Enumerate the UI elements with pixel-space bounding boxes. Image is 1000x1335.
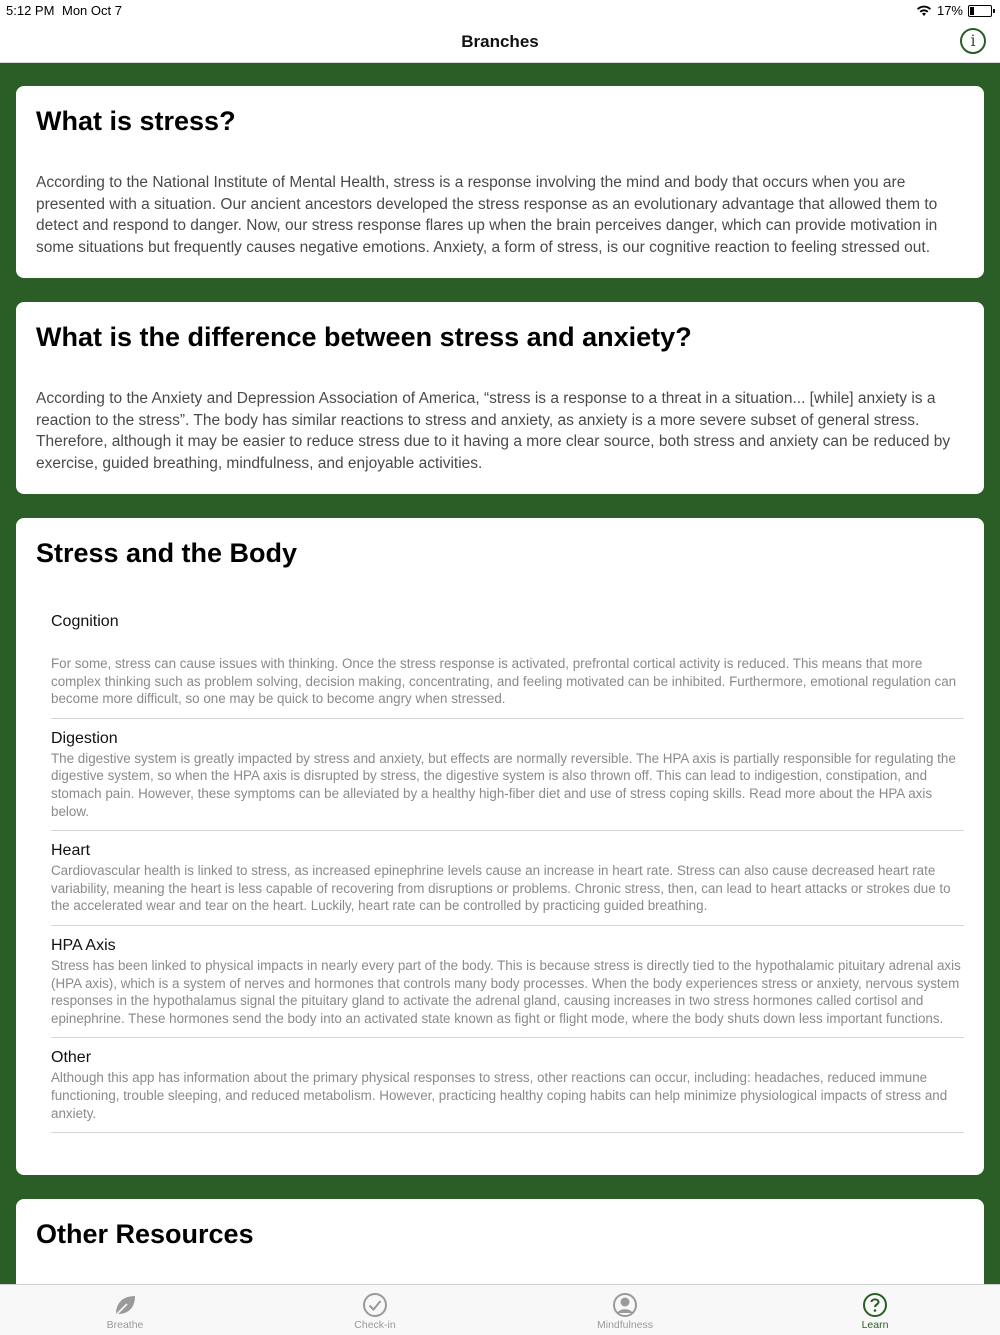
item-body: Stress has been linked to physical impacts in nearly every part of the body. This is because stress is directly tied to the hypothalamic pituitary adrenal axis (HPA axis), which is a system of nerves and hormones that controls many body processes. When the body experiences stress or anxiety, nervous system responses in the hypothalamus signal the pituitary gland to activate the adrenal gland, causing increases in two stress hormones called cortisol and epinephrine. These hormones send the body into an activated state known as fight or flight mode, where the body shuts down less important functions. <box>51 957 961 1026</box>
card-stress-and-body <box>16 518 984 1175</box>
card-title: What is stress? <box>36 106 236 136</box>
status-right <box>916 3 992 18</box>
tab-bar <box>0 1284 1000 1335</box>
item-body: The digestive system is greatly impacted by stress and anxiety, but effects are normally reversible. The HPA axis is partially responsible for regulating the digestive system, so when the HPA axis is disrupted by stress, the digestive system is also thrown off. This can lead to indigestion, constipation, and stomach pain. However, these symptoms can be alleviated by a healthy high-fiber diet and use of stress coping skills. Read more about the HPA axis below. <box>51 750 956 819</box>
item-title: HPA Axis <box>51 936 116 954</box>
item-title: Digestion <box>51 729 118 747</box>
learn-scroll-view[interactable] <box>0 63 1000 1284</box>
divider <box>51 1132 964 1133</box>
status-time: 5:12 PM <box>6 3 55 18</box>
tab-label: Check-in <box>354 1319 396 1331</box>
item-title: Other <box>51 1049 92 1067</box>
body-item-cognition[interactable] <box>36 613 964 708</box>
card-title: Stress and the Body <box>36 538 298 568</box>
card-body: According to the National Institute of Mental Health, stress is a response involving the mind and body that occurs when you are presented with a situation. Our ancient ancestors developed the stress response as an evolutionary advantage that allowed them to detect and respond to danger. Now, our stress response flares up when the brain perceives danger, which can provide motivation in some situations but frequently causes negative emotions. Anxiety, a form of stress, is our cognitive reaction to feeling stressed out. <box>36 174 938 256</box>
status-date: Mon Oct 7 <box>62 3 122 18</box>
card-title: Other Resources <box>36 1219 254 1249</box>
item-body: For some, stress can cause issues with thinking. Once the stress response is activated, prefrontal cortical activity is reduced. This means that more complex thinking such as problem solving, decision making, concentrating, and feeling motivated can be inhibited. Furthermore, emotional regulation can become more difficult, so one may be quick to become angry when stressed. <box>51 656 957 707</box>
tab-breathe[interactable] <box>0 1285 250 1335</box>
tab-label: Mindfulness <box>596 1319 654 1331</box>
battery-icon <box>968 5 992 17</box>
item-body: Although this app has information about the primary physical responses to stress, other reactions can occur, including: headaches, reduced immune functioning, trouble sleeping, and reduced metabolism. However, practicing healthy coping habits can help minimize physiological impacts of stress and anxiety. <box>51 1070 948 1121</box>
card-stress-vs-anxiety <box>16 302 984 494</box>
item-title: Cognition <box>51 613 119 630</box>
leaf-icon <box>112 1292 138 1318</box>
body-item-digestion[interactable] <box>36 730 964 820</box>
body-item-other[interactable] <box>36 1049 964 1122</box>
status-bar <box>0 0 1000 22</box>
navigation-bar <box>0 22 1000 63</box>
divider <box>51 925 964 926</box>
tab-mindfulness[interactable] <box>500 1285 750 1335</box>
divider <box>51 1037 964 1038</box>
divider <box>51 830 964 831</box>
item-title: Heart <box>51 842 91 860</box>
battery-percentage: 17% <box>936 3 963 18</box>
info-icon: i <box>970 31 976 50</box>
divider <box>51 718 964 719</box>
tab-learn[interactable] <box>750 1285 1000 1335</box>
nav-title: Branches <box>461 32 539 51</box>
checkmark-circle-icon <box>362 1292 388 1318</box>
body-item-hpa-axis[interactable] <box>36 937 964 1027</box>
item-body: Cardiovascular health is linked to stress, as increased epinephrine levels cause an increase in heart rate. Stress can also cause decreased heart rate variability, meaning the heart is less capable of recovering from disruptions or problems. Chronic stress, then, can lead to heart attacks or strokes due to the accelerated wear and tear on the heart. Luckily, heart rate can be controlled by practicing guided breathing. <box>51 863 951 914</box>
person-circle-icon <box>612 1292 638 1318</box>
info-button[interactable] <box>960 28 986 54</box>
tab-label: Breathe <box>106 1319 144 1331</box>
body-item-heart[interactable] <box>36 842 964 915</box>
tab-check-in[interactable] <box>250 1285 500 1335</box>
card-what-is-stress <box>16 86 984 278</box>
question-circle-icon <box>862 1292 888 1318</box>
card-title: What is the difference between stress and anxiety? <box>36 322 692 352</box>
card-body: According to the Anxiety and Depression Association of America, “stress is a response to a threat in a situation... [while] anxiety is a reaction to the stress”. The body has similar reactions to stress and anxiety, as anxiety is a more severe subset of general stress. Therefore, although it may be easier to reduce stress due to it having a more clear source, both stress and anxiety can be reduced by exercise, guided breathing, mindfulness, and enjoyable activities. <box>36 390 951 472</box>
wifi-icon <box>916 5 932 17</box>
card-other-resources <box>16 1199 984 1284</box>
tab-label: Learn <box>861 1319 889 1331</box>
